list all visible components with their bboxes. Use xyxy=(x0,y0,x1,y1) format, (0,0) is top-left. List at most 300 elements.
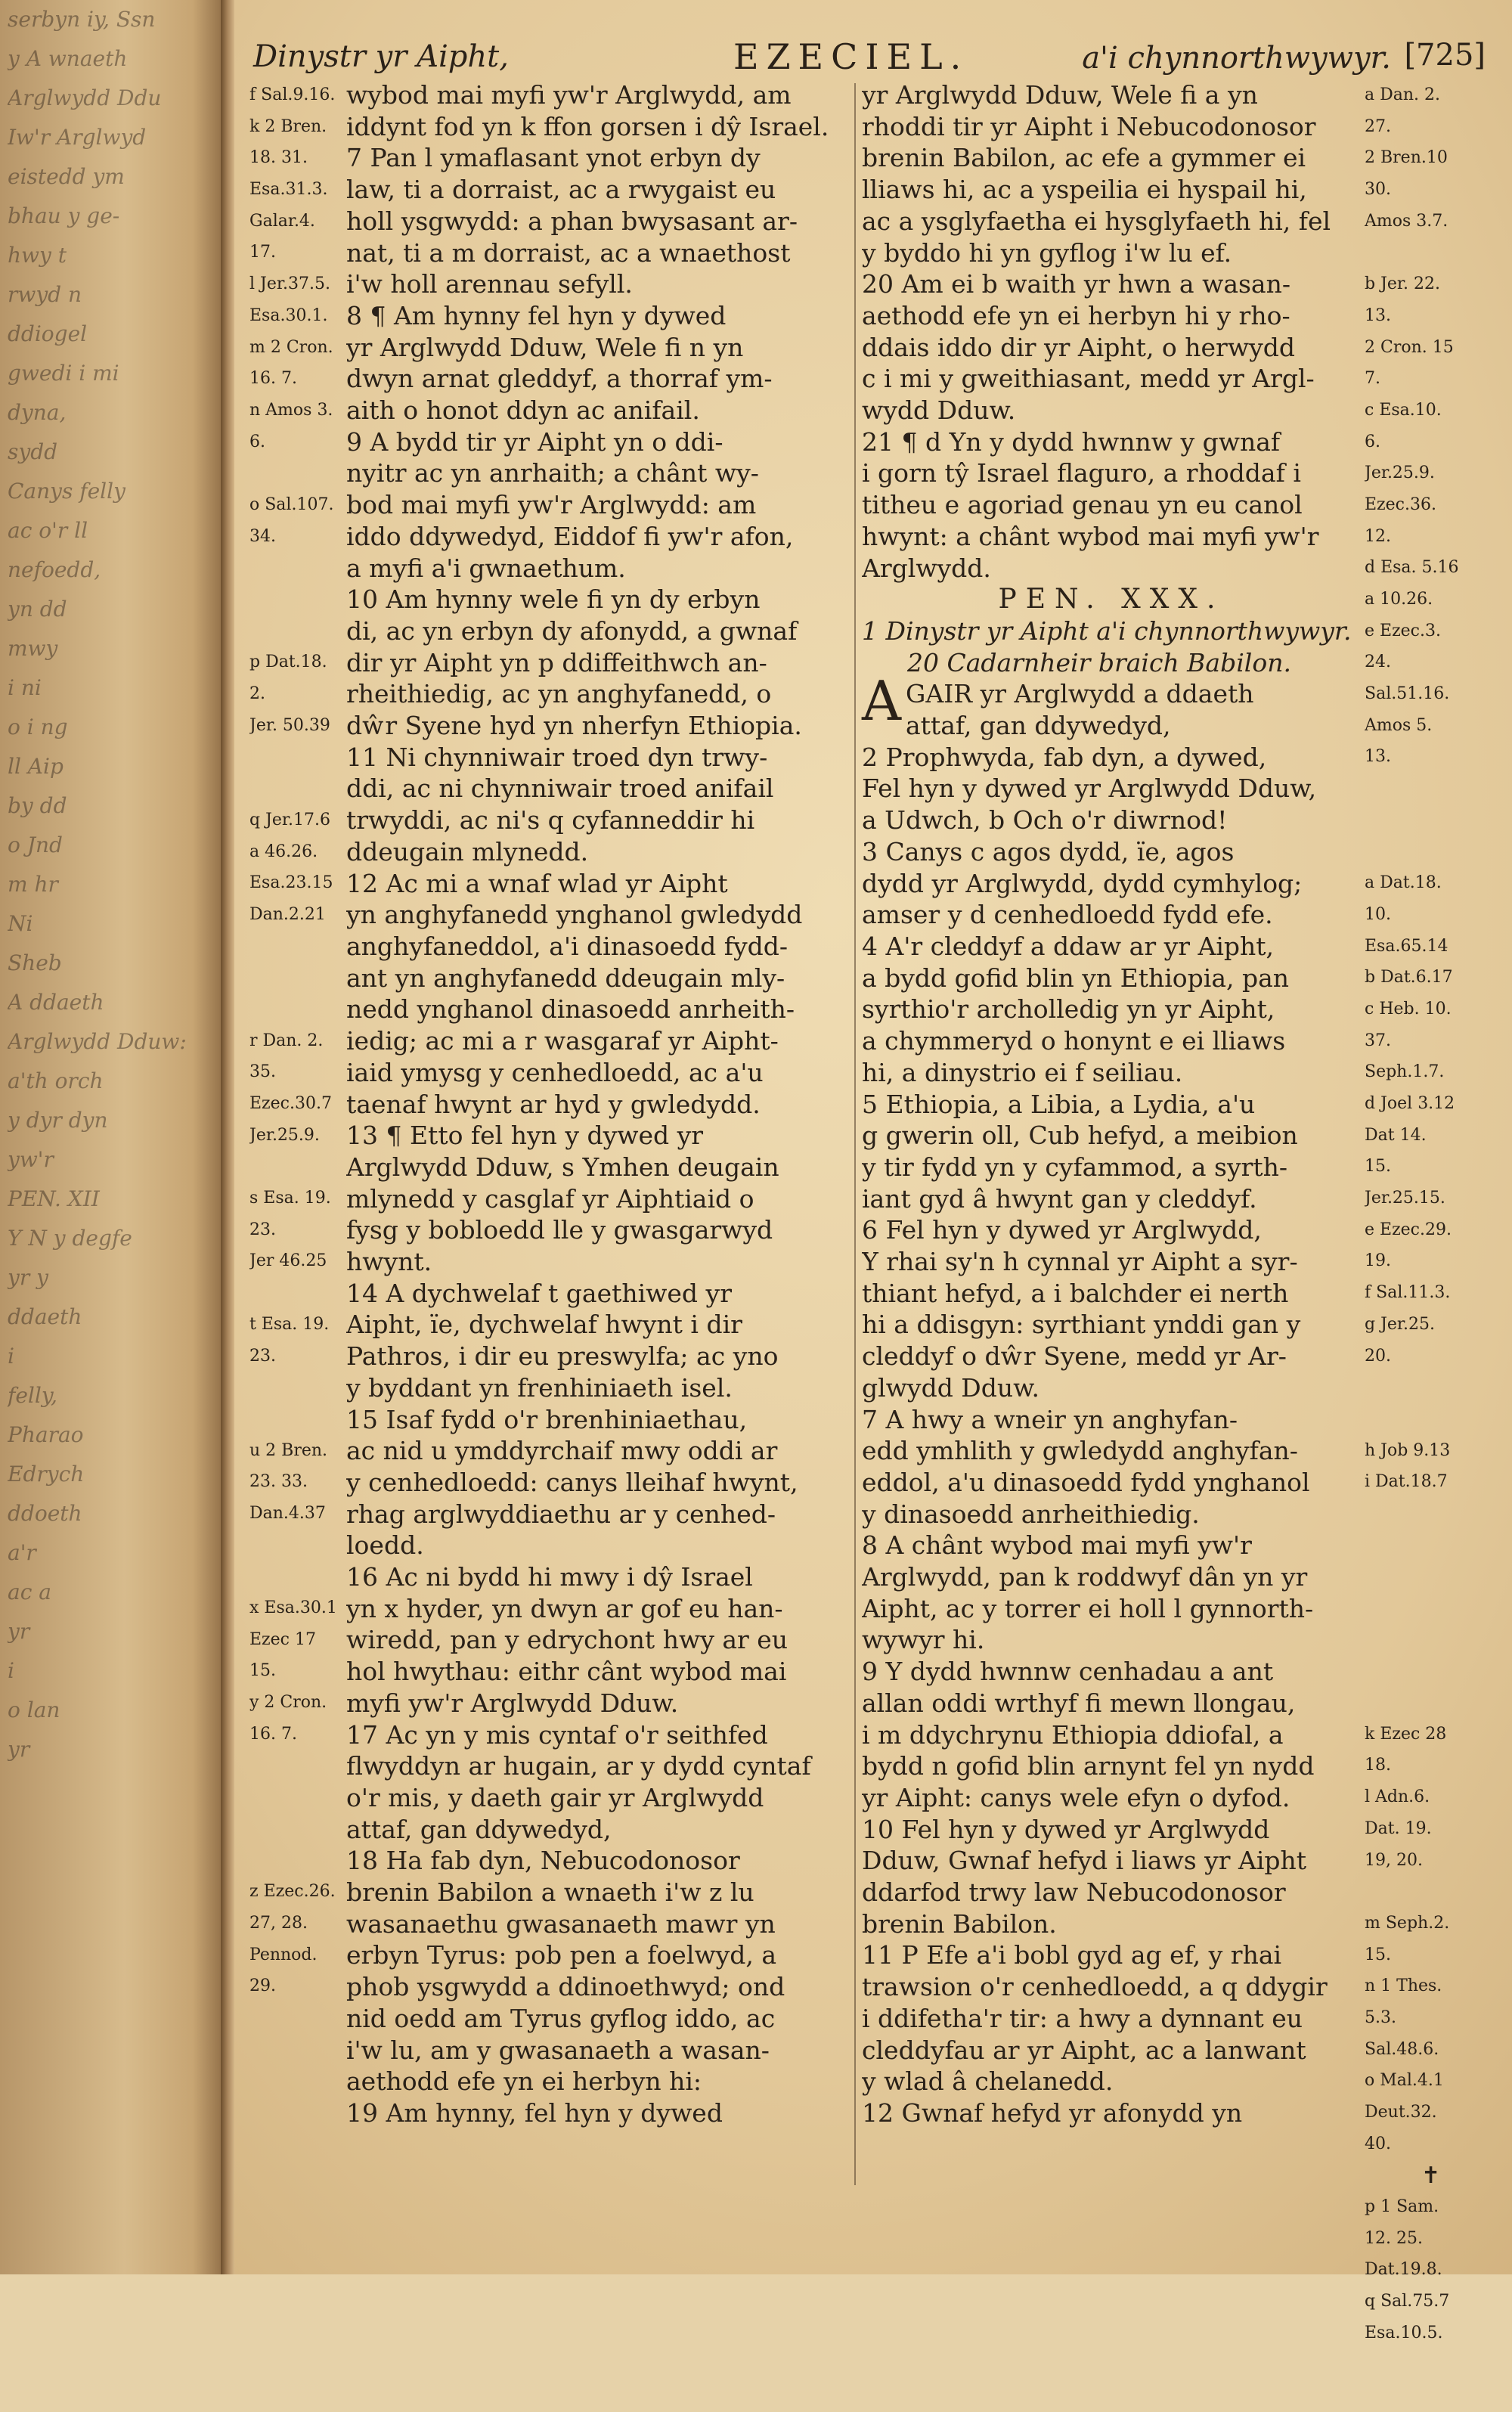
gutter-fragment: by dd xyxy=(8,793,67,818)
cross-reference xyxy=(249,1530,344,1561)
verse-line: attaf, gan ddywedyd, xyxy=(346,1814,612,1844)
gutter-fragment: yr xyxy=(8,1619,30,1644)
header-book-title: EZECIEL. xyxy=(733,36,969,77)
cross-reference: 18. xyxy=(1365,1756,1391,1775)
verse-line: 7 Pan l ymaflasant ynot erbyn dy xyxy=(346,143,761,173)
cross-reference: 12. 25. xyxy=(1365,2228,1423,2248)
gutter-fragment: serbyn iy, Ssn xyxy=(8,7,156,32)
verse-line: a Udwch, b Och o'r diwrnod! xyxy=(862,805,1228,836)
cross-reference: Dat. 19. xyxy=(1365,1818,1432,1838)
verse-line: 21 ¶ d Yn y dydd hwnnw y gwnaf xyxy=(862,426,1281,457)
verse-line: flwyddyn ar hugain, ar y dydd cyntaf xyxy=(346,1751,811,1781)
verse-line: rhoddi tir yr Aipht i Nebucodonosor xyxy=(862,111,1316,141)
chapter-summary-2: 20 Cadarnheir braich Babilon. xyxy=(907,647,1291,677)
cross-reference xyxy=(1365,1624,1489,1656)
cross-reference xyxy=(249,741,344,773)
cross-reference: 34. xyxy=(249,526,276,546)
verse-line: Dduw, Gwnaf hefyd i liaws yr Aipht xyxy=(862,1846,1307,1876)
cross-reference: Deut.32. xyxy=(1365,2103,1437,2122)
cross-reference: 20. xyxy=(1365,1346,1391,1366)
gutter-fragment: Edrych xyxy=(8,1462,85,1487)
cross-reference: y 2 Cron. xyxy=(249,1693,327,1713)
verse-line: Fel hyn y dywed yr Arglwydd Dduw, xyxy=(862,774,1317,804)
verse-line: wydd Dduw. xyxy=(862,395,1016,426)
cross-reference: Amos 3.7. xyxy=(1365,211,1448,231)
verse-line: law, ti a dorraist, ac a rwygaist eu xyxy=(346,175,776,205)
cross-reference: x Esa.30.1 xyxy=(249,1598,337,1617)
verse-line: 13 ¶ Etto fel hyn y dywed yr xyxy=(346,1121,704,1151)
cross-reference: 16. 7. xyxy=(249,369,297,389)
verse-line: phob ysgwydd a ddinoethwyd; ond xyxy=(346,1972,785,2002)
cross-reference xyxy=(249,457,344,489)
left-margin-references xyxy=(249,79,344,2002)
cross-reference: Pennod. xyxy=(249,1945,318,1964)
verse-line: 6 Fel hyn y dywed yr Arglwydd, xyxy=(862,1215,1262,1245)
verse-line: y byddo hi yn gyflog i'w lu ef. xyxy=(862,237,1232,268)
cross-reference: 13. xyxy=(1365,747,1391,767)
gutter-fragment: gwedi i mi xyxy=(8,361,119,386)
gutter-fragment: PEN. XII xyxy=(8,1186,100,1211)
verse-line: wasanaethu gwasanaeth mawr yn xyxy=(346,1908,776,1939)
header-left: Dinystr yr Aipht, xyxy=(253,39,509,74)
cross-reference: 27, 28. xyxy=(249,1913,308,1933)
verse-line: 2 Prophwyda, fab dyn, a dywed, xyxy=(862,742,1267,772)
verse-line: cleddyf o dŵr Syene, medd yr Ar- xyxy=(862,1341,1287,1372)
cross-reference xyxy=(249,1845,344,1877)
verse-line: c i mi y gweithiasant, medd yr Argl- xyxy=(862,364,1315,394)
cross-reference: n 1 Thes. xyxy=(1365,1976,1442,1996)
verse-line: ddais iddo dir yr Aipht, o herwydd xyxy=(862,332,1295,362)
verse-line: di, ac yn erbyn dy afonydd, a gwnaf xyxy=(346,615,798,646)
gutter-fragment: rwyd n xyxy=(8,282,82,307)
cross-reference xyxy=(249,962,344,994)
cross-reference: Jer.25.9. xyxy=(249,1125,320,1145)
verse-line: nid oedd am Tyrus gyflog iddo, ac xyxy=(346,2003,776,2033)
verse-line: GAIR yr Arglwydd a ddaeth xyxy=(906,679,1254,709)
cross-reference: Ezec.36. xyxy=(1365,494,1436,514)
verse-line: mlynedd y casglaf yr Aiphtiaid o xyxy=(346,1183,754,1214)
cross-reference: 27. xyxy=(1365,116,1391,136)
verse-line: 12 Ac mi a wnaf wlad yr Aipht xyxy=(346,868,728,898)
cross-reference: Sal.51.16. xyxy=(1365,684,1450,704)
cross-reference: Galar.4. xyxy=(249,211,315,231)
running-header xyxy=(249,30,1489,83)
cross-reference: Dan.4.37 xyxy=(249,1503,326,1523)
cross-reference: m 2 Cron. xyxy=(249,337,333,357)
gutter-fragment: i xyxy=(8,1344,14,1369)
verse-line: yr Aipht: canys wele efyn o dyfod. xyxy=(862,1782,1290,1812)
cross-reference: 23. 33. xyxy=(249,1472,308,1492)
cross-reference: f Sal.11.3. xyxy=(1365,1283,1451,1303)
page-number: [725] xyxy=(1404,38,1486,73)
verse-line: wybod mai myfi yw'r Arglwydd, am xyxy=(346,80,792,110)
cross-reference: 12. xyxy=(1365,526,1391,546)
cross-reference xyxy=(249,994,344,1025)
cross-reference xyxy=(1365,1561,1489,1592)
column-right-verses-after xyxy=(862,669,1361,2128)
cross-reference: 15. xyxy=(1365,1945,1391,1964)
verse-line: aethodd efe yn ei herbyn hi: xyxy=(346,2066,702,2097)
verse-line: a myfi a'i gwnaethum. xyxy=(346,553,626,583)
cross-reference xyxy=(1365,1498,1489,1530)
cross-reference: Amos 5. xyxy=(1365,715,1433,735)
cross-reference: a 10.26. xyxy=(1365,590,1433,609)
verse-line: aethodd efe yn ei herbyn hi y rho- xyxy=(862,300,1290,330)
cross-reference xyxy=(249,615,344,647)
verse-line: iedig; ac mi a r wasgaraf yr Aipht- xyxy=(346,1026,779,1056)
cross-reference: a 46.26. xyxy=(249,842,318,861)
cross-reference: 30. xyxy=(1365,180,1391,200)
verse-line: i gorn tŷ Israel flaguro, a rhoddaf i xyxy=(862,458,1301,488)
verse-line: anghyfaneddol, a'i dinasoedd fydd- xyxy=(346,931,788,961)
gutter-fragment: m hr xyxy=(8,872,58,897)
verse-line: allan oddi wrthyf fi mewn llongau, xyxy=(862,1688,1296,1718)
verse-line: 7 A hwy a wneir yn anghyfan- xyxy=(862,1404,1238,1434)
cross-reference: r Dan. 2. xyxy=(249,1031,324,1050)
cross-reference: Dat 14. xyxy=(1365,1125,1427,1145)
cross-reference: Esa.65.14 xyxy=(1365,936,1448,956)
verse-line: wywyr hi. xyxy=(862,1625,985,1655)
cross-reference: i Dat.18.7 xyxy=(1365,1472,1448,1492)
verse-line: myfi yw'r Arglwydd Dduw. xyxy=(346,1688,679,1718)
verse-line: y dinasoedd anrheithiedig. xyxy=(862,1499,1200,1529)
cross-reference: c Esa.10. xyxy=(1365,400,1442,420)
verse-line: dŵr Syene hyd yn nherfyn Ethiopia. xyxy=(346,711,802,741)
verse-line: ddarfod trwy law Nebucodonosor xyxy=(862,1877,1286,1908)
verse-line: i m ddychrynu Ethiopia ddiofal, a xyxy=(862,1719,1284,1750)
cross-reference: f Sal.9.16. xyxy=(249,85,336,104)
cross-reference xyxy=(1365,2380,1489,2412)
cross-reference xyxy=(249,1151,344,1183)
cross-reference xyxy=(1365,1687,1489,1719)
cross-reference: t Esa. 19. xyxy=(249,1314,330,1334)
gutter-fragment: Sheb xyxy=(8,950,62,975)
cross-reference: Dat.19.8. xyxy=(1365,2260,1442,2280)
verse-line: amser y d cenhedloedd fydd efe. xyxy=(862,900,1273,930)
gutter-fragment: o lan xyxy=(8,1697,60,1722)
verse-line: iddynt fod yn k ffon gorsen i dŷ Israel. xyxy=(346,111,829,141)
verse-line: ddeugain mlynedd. xyxy=(346,836,589,867)
verse-line: wiredd, pan y edrychont hwy ar eu xyxy=(346,1625,789,1655)
cross-reference xyxy=(249,1813,344,1845)
verse-line: trawsion o'r cenhedloedd, a q ddygir xyxy=(862,1972,1328,2002)
right-margin-references xyxy=(1365,79,1489,2412)
cross-reference xyxy=(249,552,344,584)
verse-line: yn x hyder, yn dwyn ar gof eu han- xyxy=(346,1593,783,1623)
cross-reference: c Heb. 10. xyxy=(1365,999,1452,1018)
gutter-fragment: i xyxy=(8,1658,14,1683)
cross-reference: 24. xyxy=(1365,653,1391,672)
gutter-fragment: ll Aip xyxy=(8,754,64,779)
gutter-fragment: Arglwydd Dduw: xyxy=(8,1029,187,1054)
cross-reference: 40. xyxy=(1365,2134,1391,2153)
verse-line: 10 Fel hyn y dywed yr Arglwydd xyxy=(862,1814,1270,1844)
cross-reference: Dan.2.21 xyxy=(249,904,326,924)
cross-reference xyxy=(1365,2349,1489,2381)
gutter-fragment: felly, xyxy=(8,1383,57,1408)
cross-reference: 29. xyxy=(249,1976,276,1996)
cross-reference xyxy=(1365,836,1489,868)
book-spine xyxy=(221,0,234,2274)
cross-reference: Esa.23.15 xyxy=(249,873,333,893)
verse-line: g gwerin oll, Cub hefyd, a meibion xyxy=(862,1121,1298,1151)
cross-reference: 5.3. xyxy=(1365,2007,1396,2027)
verse-line: y cenhedloedd: canys lleihaf hwynt, xyxy=(346,1467,798,1497)
verse-line: brenin Babilon. xyxy=(862,1908,1057,1939)
cross-reference: 15. xyxy=(1365,1157,1391,1177)
verse-line: hi a ddisgyn: syrthiant ynddi gan y xyxy=(862,1310,1301,1340)
gutter-fragment: yn dd xyxy=(8,597,67,622)
verse-line: 15 Isaf fydd o'r brenhiniaethau, xyxy=(346,1404,748,1434)
cross-reference xyxy=(1365,1592,1489,1624)
gutter-fragment: Arglwydd Ddu xyxy=(8,85,162,110)
footer-ornament: ✝ xyxy=(1421,2162,1441,2189)
gutter-fragment: a'th orch xyxy=(8,1068,104,1093)
cross-reference: q Jer.17.6 xyxy=(249,810,330,829)
gutter-fragment: sydd xyxy=(8,439,58,464)
cross-reference: p 1 Sam. xyxy=(1365,2197,1439,2217)
gutter-fragment: mwy xyxy=(8,636,58,661)
verse-line: y wlad â chelanedd. xyxy=(862,2066,1114,2097)
cross-reference xyxy=(1365,1403,1489,1435)
verse-line: nedd ynghanol dinasoedd anrheith- xyxy=(346,994,795,1025)
cross-reference: 6. xyxy=(249,432,265,451)
cross-reference: z Ezec.26. xyxy=(249,1882,336,1902)
gutter-fragment: Canys felly xyxy=(8,479,125,504)
verse-line: 16 Ac ni bydd hi mwy i dŷ Israel xyxy=(346,1562,753,1592)
column-right-verses-before xyxy=(862,79,1361,584)
cross-reference xyxy=(249,1277,344,1309)
verse-line: yr Arglwydd Dduw, Wele fi a yn xyxy=(862,80,1258,110)
verse-line: 9 Y dydd hwnnw cenhadau a ant xyxy=(862,1657,1274,1687)
verse-line: trwyddi, ac ni's q cyfanneddir hi xyxy=(346,805,755,836)
cross-reference: 15. xyxy=(249,1661,276,1681)
verse-line: hi, a dinystrio ei f seiliau. xyxy=(862,1057,1183,1087)
cross-reference: 2 Cron. 15 xyxy=(1365,337,1454,357)
cross-reference: 2. xyxy=(249,684,265,704)
verse-line: y tir fydd yn y cyfammod, a syrth- xyxy=(862,1152,1288,1182)
verse-line: i'w lu, am y gwasanaeth a wasan- xyxy=(346,2035,770,2065)
verse-line: y byddant yn frenhiniaeth isel. xyxy=(346,1372,733,1403)
verse-line: 10 Am hynny wele fi yn dy erbyn xyxy=(346,584,761,615)
cross-reference xyxy=(249,773,344,805)
cross-reference: g Jer.25. xyxy=(1365,1314,1435,1334)
verse-line: brenin Babilon, ac efe a gymmer ei xyxy=(862,143,1306,173)
cross-reference: Jer 46.25 xyxy=(249,1251,327,1271)
gutter-fragment: ac a xyxy=(8,1580,51,1604)
verse-line: syrthio'r archolledig yn yr Aipht, xyxy=(862,994,1275,1025)
cross-reference: 2 Bren.10 xyxy=(1365,148,1448,168)
cross-reference xyxy=(249,1781,344,1813)
gutter-fragment: i ni xyxy=(8,675,42,700)
gutter-fragment: yr y xyxy=(8,1265,48,1290)
text-column-left xyxy=(346,79,845,2129)
verse-line: i ddifetha'r tir: a hwy a dynnant eu xyxy=(862,2003,1303,2033)
verse-line: rhag arglwyddiaethu ar y cenhed- xyxy=(346,1499,776,1529)
gutter-fragment: Pharao xyxy=(8,1422,84,1447)
verse-line: nat, ti a m dorraist, ac a wnaethost xyxy=(346,237,791,268)
verse-line: 4 A'r cleddyf a ddaw ar yr Aipht, xyxy=(862,931,1274,961)
gutter-fragment: Y N y degfe xyxy=(8,1226,132,1251)
verse-line: iddo ddywedyd, Eiddof fi yw'r afon, xyxy=(346,521,794,551)
cross-reference: d Joel 3.12 xyxy=(1365,1094,1455,1113)
verse-line: ant yn anghyfanedd ddeugain mly- xyxy=(346,963,785,993)
gutter-fragment: yw'r xyxy=(8,1147,54,1172)
cross-reference xyxy=(1365,1372,1489,1403)
gutter-fragment: Ni xyxy=(8,911,33,936)
gutter-fragment: Iw'r Arglwyd xyxy=(8,125,147,150)
cross-reference xyxy=(249,1561,344,1592)
verse-line: dwyn arnat gleddyf, a thorraf ym- xyxy=(346,364,773,394)
verse-line: brenin Babilon a wnaeth i'w z lu xyxy=(346,1877,754,1908)
chapter-summary-1: 1 Dinystr yr Aipht a'i chynnorthwywyr. xyxy=(862,615,1352,646)
cross-reference: d Esa. 5.16 xyxy=(1365,558,1459,578)
gutter-fragment: yr xyxy=(8,1737,30,1762)
drop-cap: A xyxy=(862,669,901,733)
verse-line: holl ysgwydd: a phan bwysasant ar- xyxy=(346,206,798,236)
cross-reference: s Esa. 19. xyxy=(249,1189,331,1208)
cross-reference: 19. xyxy=(1365,1251,1391,1271)
verse-line: 14 A dychwelaf t gaethiwed yr xyxy=(346,1278,732,1308)
cross-reference: 35. xyxy=(249,1062,276,1082)
gutter-fragment: dyna, xyxy=(8,400,67,425)
verse-line: Aipht, ïe, dychwelaf hwynt i dir xyxy=(346,1310,742,1340)
verse-line: hwynt. xyxy=(346,1247,432,1277)
cross-reference: e Ezec.29. xyxy=(1365,1220,1452,1239)
gutter-fragment: ac o'r ll xyxy=(8,518,88,543)
verse-line: i'w holl arennau sefyll. xyxy=(346,269,633,299)
cross-reference: m Seph.2. xyxy=(1365,1913,1450,1933)
cross-reference xyxy=(249,1403,344,1435)
verse-line: ac nid u ymddyrchaif mwy oddi ar xyxy=(346,1436,778,1466)
cross-reference: 23. xyxy=(249,1220,276,1239)
gutter-fragment: o Jnd xyxy=(8,832,63,857)
gutter-fragment: eistedd ym xyxy=(8,164,125,189)
verse-line: 8 ¶ Am hynny fel hyn y dywed xyxy=(346,300,727,330)
verse-line: aith o honot ddyn ac anifail. xyxy=(346,395,700,426)
verse-line: attaf, gan ddywedyd, xyxy=(906,711,1171,741)
verse-line: lliaws hi, ac a yspeilia ei hyspail hi, xyxy=(862,175,1307,205)
verse-line: ac a ysglyfaetha ei hysglyfaeth hi, fel xyxy=(862,206,1331,236)
verse-line: 11 P Efe a'i bobl gyd ag ef, y rhai xyxy=(862,1940,1282,1970)
verse-line: yn anghyfanedd ynghanol gwledydd xyxy=(346,900,803,930)
verse-line: thiant hefyd, a i balchder ei nerth xyxy=(862,1278,1289,1308)
verse-line: erbyn Tyrus: pob pen a foelwyd, a xyxy=(346,1940,777,1970)
verse-line: iant gyd â hwynt gan y cleddyf. xyxy=(862,1183,1257,1214)
verse-line: Arglwydd. xyxy=(862,553,991,583)
cross-reference xyxy=(1365,237,1489,268)
verse-line: Arglwydd, pan k roddwyf dân yn yr xyxy=(862,1562,1308,1592)
cross-reference xyxy=(1365,1655,1489,1687)
verse-line: fysg y bobloedd lle y gwasgarwyd xyxy=(346,1215,773,1245)
gutter-fragment: a'r xyxy=(8,1540,36,1565)
column-divider xyxy=(854,83,856,2185)
verse-line: Y rhai sy'n h cynnal yr Aipht a syr- xyxy=(862,1247,1298,1277)
cross-reference xyxy=(1365,805,1489,836)
gutter-fragment: ddiogel xyxy=(8,321,88,346)
cross-reference xyxy=(1365,1876,1489,1908)
cross-reference: l Jer.37.5. xyxy=(249,274,330,294)
cross-reference xyxy=(249,584,344,615)
gutter-fragment: hwy t xyxy=(8,243,67,268)
cross-reference: Esa.31.3. xyxy=(249,180,328,200)
cross-reference: 19, 20. xyxy=(1365,1850,1423,1870)
cross-reference: 10. xyxy=(1365,904,1391,924)
cross-reference: b Dat.6.17 xyxy=(1365,968,1453,987)
verse-line: 8 A chânt wybod mai myfi yw'r xyxy=(862,1530,1252,1561)
cross-reference: e Ezec.3. xyxy=(1365,621,1441,640)
chapter-heading: PEN. XXX. xyxy=(998,584,1225,615)
verse-line: 18 Ha fab dyn, Nebucodonosor xyxy=(346,1846,740,1876)
cross-reference: o Mal.4.1 xyxy=(1365,2071,1444,2091)
cross-reference: b Jer. 22. xyxy=(1365,274,1440,294)
verse-line: 20 Am ei b waith yr hwn a wasan- xyxy=(862,269,1291,299)
verse-line: iaid ymysg y cenhedloedd, ac a'u xyxy=(346,1057,764,1087)
verse-line: 17 Ac yn y mis cyntaf o'r seithfed xyxy=(346,1719,768,1750)
verse-line: 9 A bydd tir yr Aipht yn o ddi- xyxy=(346,426,723,457)
cross-reference: Jer.25.15. xyxy=(1365,1189,1445,1208)
verse-line: a bydd gofid blin yn Ethiopia, pan xyxy=(862,963,1290,993)
verse-line: loedd. xyxy=(346,1530,424,1561)
cross-reference: n Amos 3. xyxy=(249,400,333,420)
verse-line: Arglwydd Dduw, s Ymhen deugain xyxy=(346,1152,779,1182)
cross-reference xyxy=(1365,1530,1489,1561)
cross-reference xyxy=(249,1750,344,1781)
gutter-fragment: ddaeth xyxy=(8,1304,82,1329)
cross-reference: 7. xyxy=(1365,369,1380,389)
cross-reference: u 2 Bren. xyxy=(249,1440,328,1460)
verse-line: hwynt: a chânt wybod mai myfi yw'r xyxy=(862,521,1319,551)
cross-reference: 17. xyxy=(249,243,276,262)
cross-reference: h Job 9.13 xyxy=(1365,1440,1451,1460)
cross-reference: 16. 7. xyxy=(249,1724,297,1744)
gutter-fragment: y A wnaeth xyxy=(8,46,128,71)
cross-reference: a Dan. 2. xyxy=(1365,85,1441,104)
cross-reference: 18. 31. xyxy=(249,148,308,168)
cross-reference: p Dat.18. xyxy=(249,653,327,672)
gutter-fragment: y dyr dyn xyxy=(8,1108,108,1133)
verse-line: ddi, ac ni chynniwair troed anifail xyxy=(346,774,774,804)
verse-line: eddol, a'u dinasoedd fydd ynghanol xyxy=(862,1467,1310,1497)
text-column-right xyxy=(862,79,1361,2129)
cross-reference: 6. xyxy=(1365,432,1380,451)
cross-reference: Jer. 50.39 xyxy=(249,715,330,735)
cross-reference: Sal.48.6. xyxy=(1365,2039,1439,2059)
cross-reference xyxy=(249,931,344,963)
verse-line: dydd yr Arglwydd, dydd cymhylog; xyxy=(862,868,1303,898)
verse-line: rheithiedig, ac yn anghyfanedd, o xyxy=(346,679,772,709)
cross-reference: Esa.10.5. xyxy=(1365,2323,1443,2342)
verse-line: yr Arglwydd Dduw, Wele fi n yn xyxy=(346,332,744,362)
cross-reference: q Sal.75.7 xyxy=(1365,2292,1450,2311)
verse-line: cleddyfau ar yr Aipht, ac a lanwant xyxy=(862,2035,1306,2065)
verse-line: a chymmeryd o honynt e ei lliaws xyxy=(862,1026,1286,1056)
verse-line: taenaf hwynt ar hyd y gwledydd. xyxy=(346,1089,761,1119)
cross-reference: o Sal.107. xyxy=(249,494,334,514)
cross-reference: 37. xyxy=(1365,1031,1391,1050)
verse-line: 19 Am hynny, fel hyn y dywed xyxy=(346,2098,723,2128)
verse-line: 3 Canys c agos dydd, ïe, agos xyxy=(862,836,1235,867)
verse-line: titheu e agoriad genau yn eu canol xyxy=(862,490,1303,520)
cross-reference: l Adn.6. xyxy=(1365,1787,1430,1807)
cross-reference: k Ezec 28 xyxy=(1365,1724,1447,1744)
gutter-fragment: nefoedd, xyxy=(8,557,101,582)
chapter-body xyxy=(862,669,1361,2128)
cross-reference: 13. xyxy=(1365,305,1391,325)
verse-line: Aipht, ac y torrer ei holl l gynnorth- xyxy=(862,1593,1314,1623)
cross-reference: Seph.1.7. xyxy=(1365,1062,1445,1082)
cross-reference: Ezec 17 xyxy=(249,1629,316,1649)
